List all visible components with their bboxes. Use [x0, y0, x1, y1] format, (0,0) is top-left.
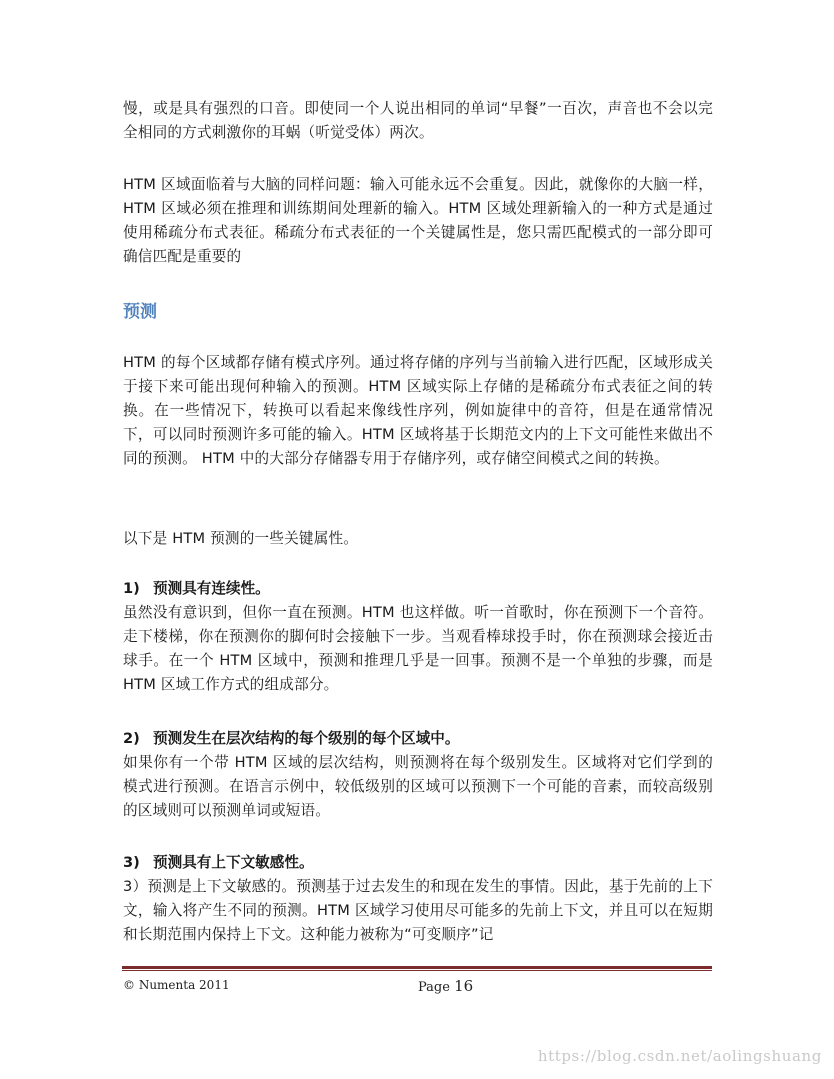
paragraph-key-properties-intro: 以下是 HTM 预测的一些关键属性。: [123, 530, 359, 547]
footer-divider-thick: [122, 966, 712, 969]
page-label: Page: [418, 980, 450, 995]
list-item-number: 3): [123, 854, 140, 871]
paragraph-intro-continued: 慢，或是具有强烈的口音。即使同一个人说出相同的单词“早餐”一百次，声音也不会以完全相同的方式刺激你的耳蜗（听觉受体）两次。: [123, 100, 713, 141]
paragraph-sparse-representation: HTM 区域面临着与大脑的同样问题：输入可能永远不会重复。因此，就像你的大脑一样，HTM 区域必须在推理和训练期间处理新的输入。HTM 区域处理新输入的一种方式是通过使用稀疏分布式表征。稀疏分布式表征的一个关键属性是，您只需匹配模式的一部分即可确信匹配是重要的: [123, 176, 713, 265]
list-item-heading: [123, 851, 713, 875]
list-item-number: 2): [123, 730, 140, 747]
list-item-title: 预测发生在层次结构的每个级别的每个区域中。: [153, 730, 460, 747]
list-item-body: 如果你有一个带 HTM 区域的层次结构，则预测将在每个级别发生。区域将对它们学到的模式进行预测。在语言示例中，较低级别的区域可以预测下一个可能的音素，而较高级别的区域则可以预测单词或短语。: [123, 754, 713, 819]
list-item: [123, 727, 713, 823]
list-item-heading: [123, 577, 713, 601]
list-item-number: 1): [123, 580, 140, 597]
footer-divider-thin: [122, 970, 712, 971]
list-item: [123, 851, 713, 947]
paragraph-prediction-overview: HTM 的每个区域都存储有模式序列。通过将存储的序列与当前输入进行匹配，区域形成关于接下来可能出现何种输入的预测。HTM 区域实际上存储的是稀疏分布式表征之间的转换。在一些情况下，转换可以看起来像线性序列，例如旋律中的音符，但是在通常情况下，可以同时预测许多可能的输入。HTM 区域将基于长期范文内的上下文可能性来做出不同的预测。 HTM 中的大部分存储器专用于存储序列，或存储空间模式之间的转换。: [123, 354, 713, 467]
page-number: 16: [454, 977, 474, 995]
list-item-heading: [123, 727, 713, 751]
footer-copyright: © Numenta 2011: [123, 978, 230, 992]
footer-page-number: [418, 977, 473, 995]
footer-divider: [122, 966, 712, 972]
list-item-title: 预测具有上下文敏感性。: [153, 854, 314, 871]
list-item: [123, 577, 713, 697]
section-heading-prediction: 预测: [123, 302, 157, 322]
list-item-title: 预测具有连续性。: [153, 580, 270, 597]
list-item-body: 3）预测是上下文敏感的。预测基于过去发生的和现在发生的事情。因此，基于先前的上下文，输入将产生不同的预测。HTM 区域学习使用尽可能多的先前上下文，并且可以在短期和长期范围内保持上下文。这种能力被称为“可变顺序”记: [123, 878, 713, 943]
watermark-url: https://blog.csdn.net/aolingshuang: [537, 1047, 822, 1065]
list-item-body: 虽然没有意识到，但你一直在预测。HTM 也这样做。听一首歌时，你在预测下一个音符。走下楼梯，你在预测你的脚何时会接触下一步。当观看棒球投手时，你在预测球会接近击球手。在一个 HTM 区域中，预测和推理几乎是一回事。预测不是一个单独的步骤，而是 HTM 区域工作方式的组成部分。: [123, 604, 713, 693]
